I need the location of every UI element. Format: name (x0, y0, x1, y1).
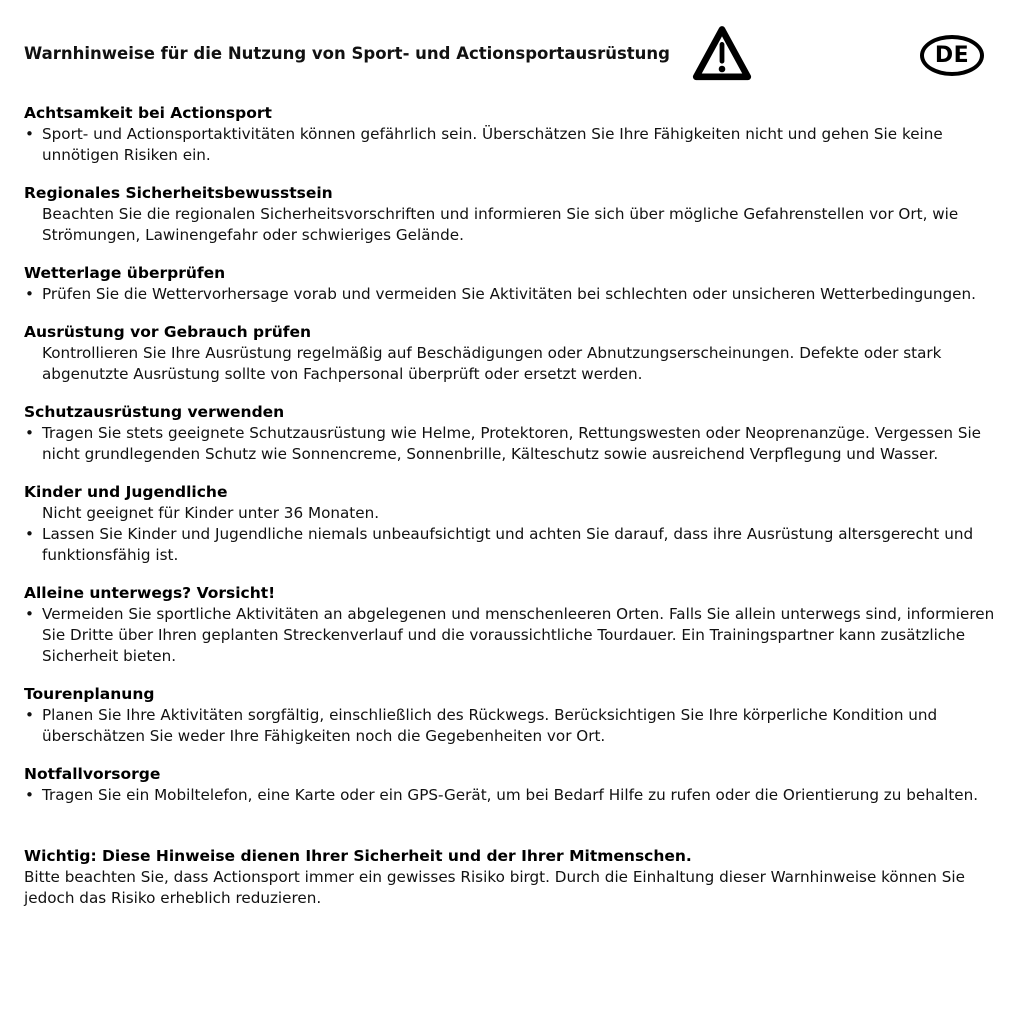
bullet-marker: • (25, 706, 34, 724)
list-item-text: Tragen Sie stets geeignete Schutzausrüstung wie Helme, Protektoren, Rettungswesten oder Neoprenanzüge. Vergessen Sie nicht grundlegenden Schutz wie Sonnencreme, Sonnenbrille, Kälteschutz sowie ausreichend Verpflegung und Wasser. (42, 424, 982, 463)
list-item (24, 423, 1002, 465)
section-heading: Regionales Sicherheitsbewusstsein (24, 184, 333, 202)
warning-triangle-icon (692, 24, 752, 84)
section-heading: Tourenplanung (24, 685, 155, 703)
bullet-marker: • (25, 285, 34, 303)
section-alleine-unterwegs (24, 583, 1002, 667)
section-heading: Wetterlage überprüfen (24, 264, 226, 282)
list-item-text: Sport- und Actionsportaktivitäten können gefährlich sein. Überschätzen Sie Ihre Fähigkeiten nicht und gehen Sie keine unnötigen Risiken ein. (42, 125, 943, 164)
warning-sections (0, 103, 1030, 909)
section-tourenplanung (24, 684, 1002, 747)
bullet-marker: • (25, 125, 34, 143)
section-heading: Alleine unterwegs? Vorsicht! (24, 584, 276, 602)
section-ausruestung (24, 322, 1002, 385)
list-item-text: Vermeiden Sie sportliche Aktivitäten an abgelegenen und menschenleeren Orten. Falls Sie allein unterwegs sind, informieren Sie Dritte über Ihren geplanten Streckenverlauf und die voraussichtliche Tourdauer. Ein Trainingspartner kann zusätzliche Sicherheit bieten. (42, 605, 995, 665)
language-badge-label: DE (934, 43, 970, 68)
bullet-marker: • (25, 605, 34, 623)
section-heading: Achtsamkeit bei Actionsport (24, 104, 272, 122)
section-wetterlage (24, 263, 1002, 305)
section-heading: Schutzausrüstung verwenden (24, 403, 285, 421)
bullet-marker: • (25, 525, 34, 543)
list-item-text: Prüfen Sie die Wettervorhersage vorab und vermeiden Sie Aktivitäten bei schlechten oder unsicheren Wetterbedingungen. (42, 285, 976, 303)
list-item (24, 343, 1002, 385)
list-item (24, 604, 1002, 667)
section-heading: Kinder und Jugendliche (24, 483, 228, 501)
list-item-text: Lassen Sie Kinder und Jugendliche niemals unbeaufsichtigt und achten Sie darauf, dass ihre Ausrüstung altersgerecht und funktionsfähig ist. (42, 525, 974, 564)
bullet-marker: • (25, 424, 34, 442)
footer-note (24, 823, 1002, 909)
language-badge (920, 35, 984, 76)
list-item (24, 705, 1002, 747)
page-header (0, 0, 1030, 103)
list-item (24, 785, 1002, 806)
section-notfallvorsorge (24, 764, 1002, 806)
list-item-text: Kontrollieren Sie Ihre Ausrüstung regelmäßig auf Beschädigungen oder Abnutzungserscheinungen. Defekte oder stark abgenutzte Ausrüstung sollte von Fachpersonal überprüft oder ersetzt werden. (42, 344, 942, 383)
list-item-text: Beachten Sie die regionalen Sicherheitsvorschriften und informieren Sie sich über mögliche Gefahrenstellen vor Ort, wie Strömungen, Lawinengefahr oder schwieriges Gelände. (42, 205, 959, 244)
section-heading: Ausrüstung vor Gebrauch prüfen (24, 323, 312, 341)
list-item (24, 204, 1002, 246)
footer-text: Bitte beachten Sie, dass Actionsport immer ein gewisses Risiko birgt. Durch die Einhaltung dieser Warnhinweise können Sie jedoch das Risiko erheblich reduzieren. (24, 868, 965, 907)
list-item-text: Nicht geeignet für Kinder unter 36 Monaten. (42, 504, 380, 522)
section-heading: Notfallvorsorge (24, 765, 161, 783)
list-item (24, 524, 1002, 566)
list-item (24, 284, 1002, 305)
list-item-text: Planen Sie Ihre Aktivitäten sorgfältig, einschließlich des Rückwegs. Berücksichtigen Sie Ihre körperliche Kondition und überschätzen Sie weder Ihre Fähigkeiten noch die Gegebenheiten vor Ort. (42, 706, 938, 745)
section-kinder (24, 482, 1002, 566)
section-achtsamkeit (24, 103, 1002, 166)
bullet-marker: • (25, 786, 34, 804)
section-regionales (24, 183, 1002, 246)
section-schutzausruestung (24, 402, 1002, 465)
page-title: Warnhinweise für die Nutzung von Sport- und Actionsportausrüstung (24, 44, 670, 63)
list-item-text: Tragen Sie ein Mobiltelefon, eine Karte oder ein GPS-Gerät, um bei Bedarf Hilfe zu rufen oder die Orientierung zu behalten. (42, 786, 979, 804)
footer-heading: Wichtig: Diese Hinweise dienen Ihrer Sicherheit und der Ihrer Mitmenschen. (24, 847, 692, 865)
list-item (24, 124, 1002, 166)
list-item (24, 503, 1002, 524)
